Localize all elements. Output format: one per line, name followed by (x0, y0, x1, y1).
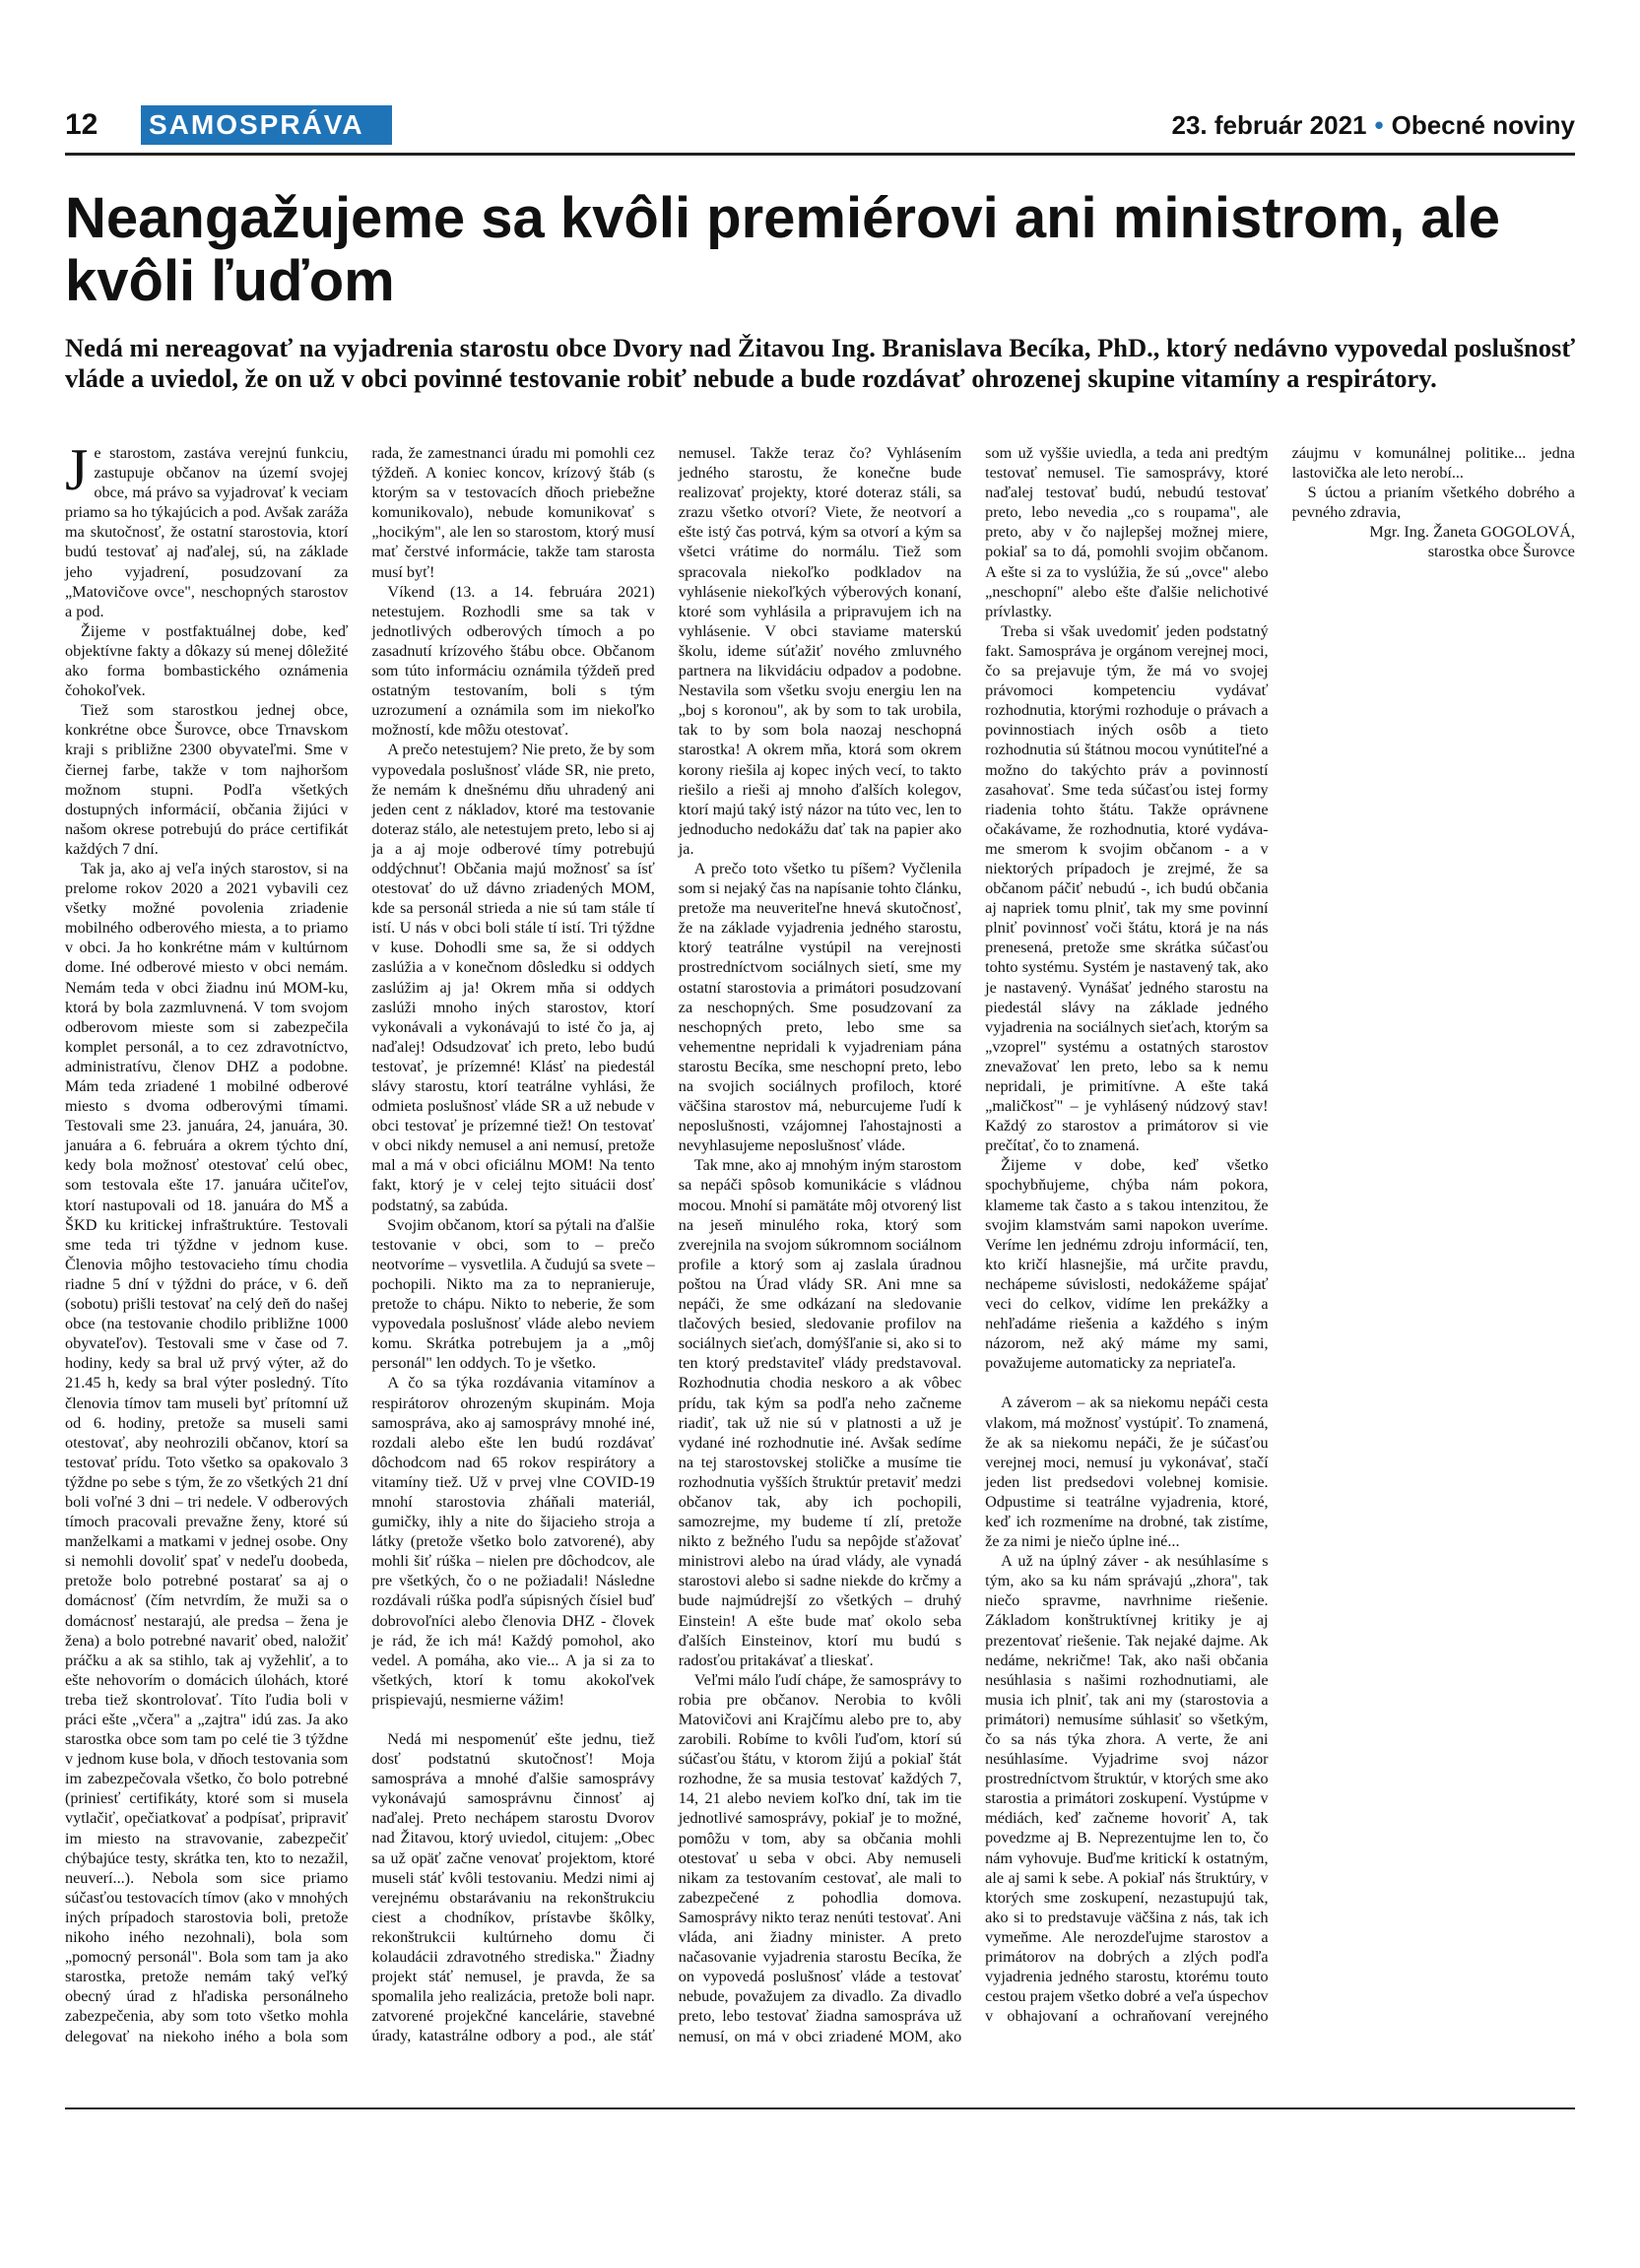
paragraph: A už na úplný záver - ak nesúhlasíme s tým, ako sa ku nám správajú „zhora", tak niečo spravme, navrhnime riešenie. Základom konštruktívnej kritiky je aj prezentovať riešenie. Tak nejaké dajme. Ak nedáme, nekričme! Tak, ako naši občania nesúhlasia s našimi rozhodnutiami, ale musia ich plniť, tak ani my (starostovia a primátori) nemusíme súhlasiť so všetkým, čo sa nás týka zhora. A verte, že ani nesúhlasíme. Vyjadrime svoj názor prostredníctvom štruktúr, v ktorých sme ako starostia a primátori zoskupení. Vystúpme v médiách, keď začneme hovoriť A, tak povedzme aj B. Neprezentujme len to, čo nám vyhovuje. Buďme kritickí k ostatným, ale aj sami k sebe. A pokiaľ nás štruktúry, v ktorých sme zoskupení, nezastupujú tak, ako si to predstavuje väčšina z nás, tak ich vymeňme. Ale nerozdeľujme starostov a primátorov na dobrých a zlých podľa vyjadrenia jedného starostu, ktorému touto cestou prajem všetko dobré a veľa úspechov v obhajovaní a ochraňovaní verejného záujmu v komunálnej politike... jedna lastovička ale leto nerobí... (985, 444, 1575, 2026)
paragraph: Tak mne, ako aj mnohým iným starostom sa nepáči spôsob komunikácie s vládnou mocou. Mnohí si pamätáte môj otvorený list na jeseň minulého roka, ktorý som zverejnila na svojom súkromnom sociálnom profile a ktorý som aj zaslala úradnou poštou na Úrad vlády SR. Ani mne sa nepáči, že sme odkázaní na sledovanie tlačových besied, sledovanie profilov na sociálnych sieťach, domýšľanie si, ako si to ten ktorý predstaviteľ vlády predstavoval. Rozhodnutia chodia neskoro a ak vôbec prídu, tak kým sa podľa neho začneme riadiť, tak už nie sú v platnosti a už je vydané iné rozhodnutie iné. Avšak sedíme na tej starostovskej stoličke a musíme tie rozhodnutia vyšších štruktúr pretaviť medzi občanov tak, aby ich pochopili, samozrejme, my budeme tí zlí, pretože nikto z bežného ľudu sa nepôjde sťažovať ministrovi alebo na úrad vlády, ale vynadá starostovi alebo si sadne niekde do krčmy a bude najmúdrejší zo všetkých – druhý Einstein! A ešte bude mať okolo seba ďalších Einsteinov, ktorí mu budú s radosťou pritakávať a tlieskať. (678, 1156, 962, 1669)
paragraph: Víkend (13. a 14. februára 2021) netestujem. Rozhodli sme sa tak v jednotlivých odberových tímoch a po zasadnutí krízového štábu obce. Občanom som túto informáciu oznámila týždeň pred ostatným testovaním, boli s tým uzrozumení a oznámila som im niekoľko možností, kde môžu otestovať. (371, 582, 655, 740)
signature-name: Mgr. Ing. Žaneta GOGOLOVÁ, (1369, 523, 1575, 542)
separator-dot: • (1374, 110, 1384, 140)
article-title: Neangažujeme sa kvôli premiérovi ani ministrom, ale kvôli ľuďom (65, 186, 1500, 313)
paragraph: Žijeme v postfaktuálnej dobe, keď objektívne fakty a dôkazy sú menej dôležité ako forma bombastického oznámenia čohokoľvek. (65, 621, 349, 700)
paragraph: A prečo netestujem? Nie preto, že by som vypovedala poslušnosť vláde SR, nie preto, že nemám k dnešnému dňu uhradený ani jeden cent z nákladov, ktoré ma testovanie doteraz stálo, ale netestujem preto, lebo si aj ja a aj moje odberové tímy potrebujú oddýchnuť! Občania majú možnosť sa ísť otestovať do už dávno zriadených MOM, kde sa personál strieda a nie sú tam stále tí istí. U nás v obci boli stále tí istí. Tri týždne v kuse. Dohodli sme sa, že si oddych zaslúžia a v konečnom dôsledku si oddych zaslúžim aj ja! Okrem mňa si oddych zaslúži mnoho iných starostov, ktorí vykonávali a vykonávajú to isté čo ja, aj naďalej! Odsudzovať ich preto, lebo budú testovať, je prízemné! Klásť na piedestál slávy starostu, ktorí teatrálne vyhlási, že odmieta poslušnosť vláde SR a už nebude v obci testovať je prízemné tiež! On testovať v obci nikdy nemusel a ani nemusí, pretože mal a má v obci oficiálnu MOM! Na tento fakt, ktorý je v celej tejto situácii dosť podstatný, sa zabúda. (371, 741, 655, 1214)
page-header (0, 103, 1640, 147)
paragraph: Nedá mi nespomenúť ešte jednu, tiež dosť podstatnú skutočnosť! Moja samospráva a mnohé ďalšie samosprávy vykonávajú samosprávnu činnosť aj naďalej. Preto nechápem starostu Dvorov nad Žitavou, ktorý uviedol, citujem: „Obec sa už opäť začne venovať projektom, ktoré museli stáť kvôli testovaniu. Medzi nimi aj verejnému obstarávaniu na rekonštrukciu ciest a chodníkov, prístavbe škôlky, rekonštrukcii kultúrneho domu či kolaudácii zdravotného strediska." Žiadny projekt stáť nemusel, je pravda, že sa spomalila jeho realizácia, pretože boli napr. zatvorené projekčné kancelárie, stavebné úrady, katastrálne odbory a pod., ale stáť nemusel. Takže teraz čo? Vyhlásením jedného starostu, že konečne bude realizovať projekty, ktoré doteraz stáli, sa zrazu všetko otvorí? Viete, že neotvorí a ešte istý čas potrvá, kým sa otvorí a kým sa všetci vrátime do normálu. Tiež som spracovala niekoľko podkladov na vyhlásenie niekoľkých výberových konaní, ktoré som vyhlásila a pripravujem ich na vyhlásenie. V obci staviame materskú školu, ideme súťažiť nového zmluvného partnera na likvidáciu odpadov a podobne. Nestavila som všetku svoju energiu len na „boj s koronou", ak by som to tak urobila, tak to by som bola naozaj neschopná starostka! A okrem mňa, ktorá som okrem korony riešila aj kopec iných vecí, to takto riešilo a rieši aj mnoho ďalších kolegov, ktorí majú taký istý názor na túto vec, len to jednoducho nedokážu dať tak na papier ako ja. (371, 444, 962, 2045)
paragraph: Žijeme v dobe, keď všetko spochybňujeme, chýba nám pokora, klameme tak často a s takou intenzitou, že svojim klamstvám sami napokon uveríme. Veríme len jednému zdroju informácií, ten, kto kričí hlasnejšie, má určite pravdu, nechápeme súvislosti, nedokážeme spájať veci do celkov, vidíme len prekážky a nehľadáme riešenia a každého s iným názorom, než aký máme my sami, považujeme automaticky za nepriateľa. (985, 1156, 1269, 1373)
page-number: 12 (65, 108, 98, 141)
article-lede: Nedá mi nereagovať na vyjadrenia starostu obce Dvory nad Žitavou Ing. Branislava Becíka, PhD., ktorý nedávno vypovedal poslušnosť vláde a uviedol, že on už v obci povinné testovanie robiť nebude a bude rozdávať ohrozenej skupine vitamíny a respirátory. (65, 333, 1576, 393)
paragraph: A čo sa týka rozdávania vitamínov a respirátorov ohrozeným skupinám. Moja samospráva, ako aj samosprávy mnohé iné, rozdali alebo ešte len budú rozdávať dôchodcom nad 65 rokov respirátory a vitamíny tiež. Už v prvej vlne COVID-19 mnohí starostovia zháňali materiál, gumičky, ihly a nite do šijacieho stroja a látky (pretože všetko bolo zatvorené), aby mohli šiť rúška – nielen pre dôchodcov, ale pre všetkých, čo o ne požiadali! Následne rozdávali rúška podľa súpisných čísiel buď dobrovoľníci alebo členovia DHZ - človek je rád, že ich má! Každý pomohol, ako vedel. A pomáha, ako vie... A ja si za to všetkých, ktorí k tomu akokoľvek prispievajú, nesmierne vážim! (371, 1374, 655, 1709)
paragraph: S úctou a prianím všetkého dobrého a pevného zdravia, (1291, 484, 1575, 522)
footer-rule (65, 2107, 1575, 2109)
paragraph: Veľmi málo ľudí chápe, že samosprávy to robia pre občanov. Nerobia to kvôli Matovičovi ani Krajčímu alebo pre to, aby zarobili. Robíme to kvôli ľuďom, ktorí sú súčasťou štátu, v ktorom žijú a pokiaľ štát rozhodne, že sa musia testovať každých 7, 14, 21 alebo neviem koľko dní, tak im tie jednotlivé samosprávy, pokiaľ je to možné, pomôžu v tom, aby sa občania mohli otestovať u seba v obci. Aby nemuseli nikam za testovaním cestovať, ale mali to zabezpečené z pohodlia domova. Samosprávy nikto teraz nenúti testovať. Ani vláda, ani žiadny minister. A preto načasovanie vyjadrenia starostu Becíka, že on vypovedá poslušnosť vláde a testovať nebude, považujem za divadlo. Za divadlo preto, lebo testovať žiadna samospráva už nemusí, on má v obci zriadené MOM, ako som už vyššie uviedla, a teda ani predtým testovať nemusel. Tie samosprávy, ktoré naďalej testovať budú, nebudú testovať preto, lebo nevedia „co s roupama", ale preto, aby v čo najlepšej možnej miere, pokiaľ sa to dá, pomohli svojim občanom. A ešte si za to vyslúžia, že sú „ovce" alebo „neschopní" alebo ešte ďalšie nelichotivé prívlastky. (678, 444, 1269, 2045)
paragraph: A prečo toto všetko tu píšem? Vyčlenila som si nejaký čas na napísanie tohto článku, pretože ma neuveriteľne hnevá skutočnosť, že na základe vyjadrenia jedného starostu, ktorý teatrálne vystúpil na verejnosti prostredníctvom sociálnych sietí, sme my ostatní starostovia a primátori posudzovaní za neschopných. Sme posudzovaní za neschopných preto, lebo sme sa vehementne nepridali k vyjadreniam pána starostu Becíka, sme neschopní preto, lebo na svojich sociálnych profiloch, ktoré väčšina starostov má, neburcujeme ľudí k neposlušnosti, vzájomnej ľahostajnosti a nevyhlasujeme neposlušnosť vláde. (678, 859, 962, 1155)
paragraph: Je starostom, zastáva verejnú funkciu, zastupuje občanov na území svojej obce, má právo sa vyjadrovať k veciam priamo sa ho týkajúcich a pod. Avšak zaráža ma skutočnosť, že ostatní starostovia, ktorí budú testovať aj naďalej, sú, na základe jeho vyjadrení, posudzovaní za „Matovičove ovce", neschopných starostov a pod. (65, 437, 349, 620)
paragraph: Tak ja, ako aj veľa iných starostov, si na prelome rokov 2020 a 2021 vybavili cez všetky možné povolenia zriadenie mobilného odberového miesta, a to priamo v obci. Ja ho konkrétne mám v kultúrnom dome. Iné odberové miesto v obci nemám. Nemám teda v obci žiadnu inú MOM-ku, ktorá by bola zazmluvnená. V tom svojom odberovom mieste som si zabezpečila komplet personál, a to cez zdravotníctvo, administratívu, členov DHZ a podobne. Mám teda zriadené 1 mobilné odberové miesto s dvoma odberovými tímami. Testovali sme 23. januára, 24, januára, 30. januára a 6. februára a okrem týchto dní, kedy bola možnosť otestovať celú obec, som testovala ešte 17. januára učiteľov, ktorí nastupovali od 18. januára do MŠ a ŠKD ku kritickej infraštruktúre. Testovali sme teda tri týždne v jednom kuse. Členovia môjho testovacieho tímu chodia riadne 5 dní v týždni do práce, v 6. deň (sobotu) prišli testovať na celý deň do našej obce (na testovanie chodilo približne 1000 obyvateľov). Testovali sme v čase od 7. hodiny, kedy sa bral už prvý výter, až do 21.45 h, kedy sa bral výter posledný. Títo členovia tímov tam museli byť prítomní už od 6. hodiny, pretože sa museli sami otestovať, aby neohrozili občanov, ktorí sa testovať prídu. Toto všetko sa opakovalo 3 týždne po sebe s tým, že zo všetkých 21 dní boli voľné 3 dni – tri nedele. V odberových tímoch pracovali prevažne ženy, ktoré sú manželkami a matkami v jednej osobe. Ony si nemohli dovoliť spať v nedeľu doobeda, pretože bolo potrebné postarať sa aj o domácnosť (čím netvrdím, že muži sa o domácnosť nestarajú, ale predsa – žena je žena) a bolo potrebné navariť obed, naložiť práčku a ak sa stihlo, tak aj vyžehliť, a to ešte nehovorím o domácich úlohách, ktoré treba tiež skontrolovať. Títo ľudia boli v práci ešte „včera" a „zajtra" idú zas. Ja ako starostka obce som tam po celé tie 3 týždne v jednom kuse bola, v dňoch testovania som im zabezpečovala všetko, čo bolo potrebné (priniesť certifikáty, ktoré som si musela vytlačiť, opečiatkovať a podpísať, pripraviť im miesto na stravovanie, zabezpečiť chýbajúce testy, skrátka ten, kto to nezažil, neuverí...). Nebola som sice priamo súčasťou testovacích tímov (ako v mnohých iných prípadoch starostovia boli, pretože nikoho iného nezohnali), bola som „pomocný personál". Bola som tam ja ako starostka, pretože nemám taký veľký obecný úrad z hľadiska personálneho zabezpečenia, aby som toto všetko mohla delegovať na niekoho iného a bola som rada, že zamestnanci úradu mi pomohli cez týždeň. A koniec koncov, krízový štáb (s ktorým sa v testovacích dňoch priebežne komunikovalo), nebude komunikovať s „hocikým", ale len so starostom, ktorý musí mať čerstvé informácie, takže tam starosta musí byť! (65, 444, 655, 2045)
paragraph: Treba si však uvedomiť jeden podstatný fakt. Samospráva je orgánom verejnej moci, čo sa prejavuje tým, že má vo svojej právomoci kompetenciu vydávať rozhodnutia, ktorými rozhoduje o právach a povinnostiach iných osôb a tieto rozhodnutia sú štátnou mocou vynútiteľné a možno do takýchto práv a povinností zasahovať. Sme teda súčasťou istej formy riadenia tohto štátu. Takže oprávnene očakávame, že rozhodnutia, ktoré vydáva-me smerom k svojim občanom - a v niektorých prípadoch je zrejmé, že sa občanom páčiť nebudú -, ich budú občania aj napriek tomu plniť, tak my sme povinní plniť povinnosť voči štátu, ktorá je na nás prenesená, pretože sme skrátka súčasťou tohto systému. Systém je nastavený tak, ako je nastavený. Vynášať jedného starostu na piedestál slávy na základe jedného vyjadrenia na sociálnych sieťach, ktorým sa „vzoprel" systému a ostatných starostov znevažovať len preto, lebo sa k nemu nepridali, je primitívne. A ešte taká „maličkosť" – je vyhlásený núdzový stav! Každý zo starostov a primátorov si vie prečítať, čo to znamená. (985, 621, 1269, 1155)
publication-name: Obecné noviny (1391, 110, 1575, 140)
issue-info (1171, 103, 1575, 147)
paragraph: Svojim občanom, ktorí sa pýtali na ďalšie testovanie v obci, som to – prečo neotvoríme – vysvetlila. A čudujú sa svete – pochopili. Nikto ma za to nepranieruje, pretože to chápu. Nikto to neberie, že som vypovedala poslušnosť vláde alebo neviem komu. Skrátka potrebujem ja a „môj personál" len oddych. To je všetko. (371, 1215, 655, 1373)
signature-role: starostka obce Šurovce (1427, 543, 1575, 561)
issue-date: 23. február 2021 (1171, 110, 1367, 140)
drop-cap: J (65, 437, 89, 502)
paragraph: Tiež som starostkou jednej obce, konkrétne obce Šurovce, obce Trnavskom kraji s približne 2300 obyvateľmi. Sme v čiernej farbe, takže v tom najhoršom možnom stupni. Podľa všetkých dostupných informácií, občania žijúci v našom okrese potrebujú do práce certifikát každých 7 dní. (65, 701, 349, 858)
paragraph: A záverom – ak sa niekomu nepáči cesta vlakom, má možnosť vystúpiť. To znamená, že ak sa niekomu nepáči, že je súčasťou verejnej moci, nemusí ju vykonávať, stačí jeden list predsedovi volebnej komisie. Odpustime si teatrálne vyjadrenia, ktoré, keď ich rozmeníme na drobné, tak zistíme, že za nimi je niečo úplne iné... (985, 1393, 1269, 1551)
section-badge: SAMOSPRÁVA (141, 105, 392, 145)
article-body (65, 437, 1575, 2063)
header-rule (65, 153, 1575, 156)
